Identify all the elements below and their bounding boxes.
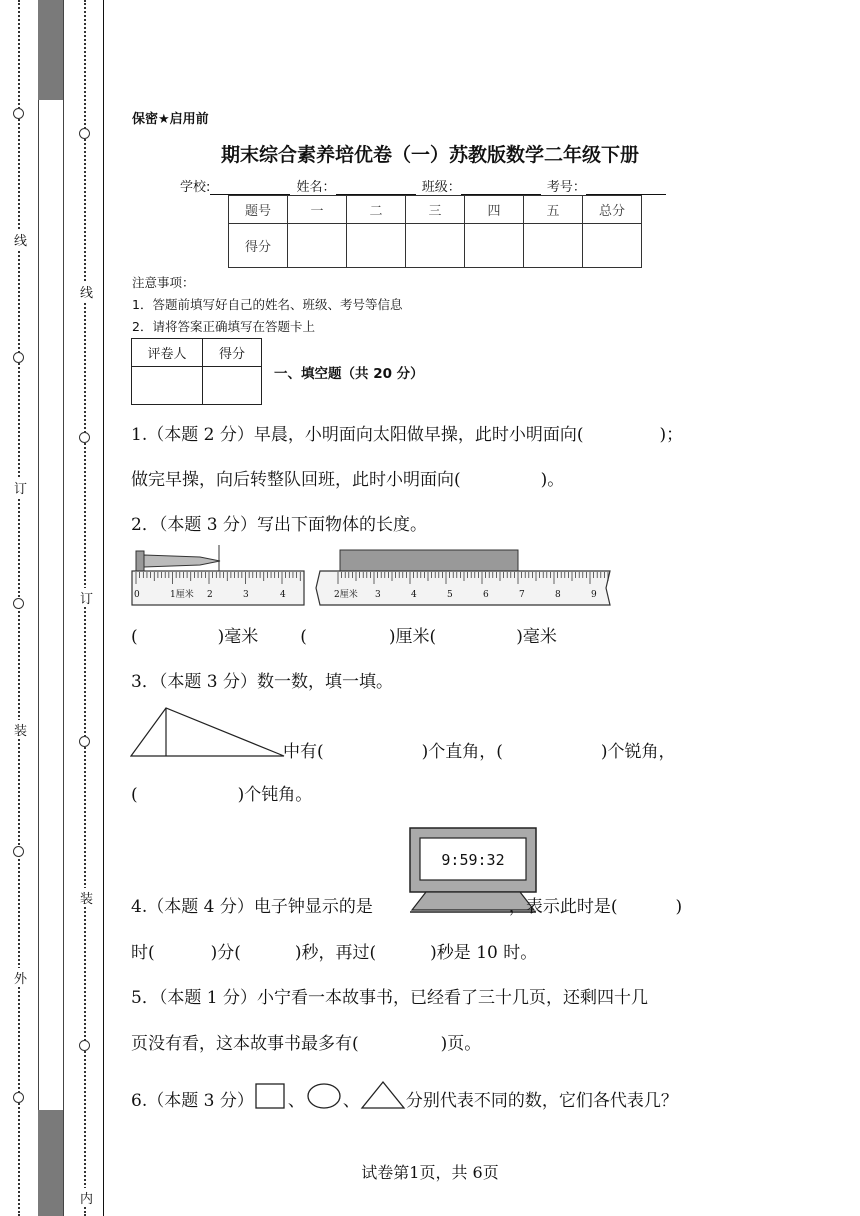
grader-cell[interactable] [132,367,203,405]
score-header: 二 [347,196,406,224]
inner-dotted-line [84,0,90,1216]
question-2-answers [131,622,557,647]
question-text: )页。 [440,1034,482,1054]
ruler2-label: 2厘米 [334,590,358,600]
question-text: 4.（本题 4 分）电子钟显示的是 [131,897,373,917]
instruction-item: 1．答题前填写好自己的姓名、班级、考号等信息 [132,297,403,312]
triangle-figure [130,706,286,758]
instructions-heading: 注意事项： [132,275,195,290]
block-object [340,550,518,572]
nail-icon [136,551,220,571]
question-text: )分( [210,943,241,963]
page-footer: 试卷第1页，共 6页 [361,1163,499,1182]
margin-border [103,0,104,1216]
name-label: 姓名： [296,180,336,195]
question-text: 分别代表不同的数，它们各代表几？ [405,1091,678,1111]
score-header: 四 [465,196,524,224]
class-field[interactable] [461,182,541,195]
margin-label-bind: 订 [14,478,27,497]
ruler2-label: 7 [519,590,525,600]
question-text: )个直角，( [421,742,503,762]
school-field[interactable] [210,182,290,195]
margin-label-outside: 外 [14,968,27,987]
question-text: )个锐角， [600,742,676,762]
exam-no-field[interactable] [586,182,666,195]
question-1-line2 [131,465,564,490]
question-text: 中有( [283,742,324,762]
binding-hole-icon [79,1040,90,1051]
ruler2-label: 4 [411,590,417,600]
score-cell[interactable] [347,224,406,268]
instruction-item: 2．请将答案正确填写在答题卡上 [132,319,315,334]
binding-hole-icon [13,108,24,119]
score-cell[interactable] [524,224,583,268]
question-text: ( [300,627,307,647]
score-header: 题号 [229,196,288,224]
question-2: 2．（本题 3 分）写出下面物体的长度。 [131,515,427,535]
clock-time: 9:59:32 [441,851,505,869]
margin-label-line: 线 [80,282,93,301]
binding-hole-icon [13,352,24,363]
question-text: )。 [540,470,565,490]
grey-band-top [38,0,63,100]
question-text: 6.（本题 3 分） [131,1091,254,1111]
ruler2-label: 8 [555,590,561,600]
grader-cell[interactable] [203,367,262,405]
score-cell[interactable] [288,224,347,268]
question-4-line2 [131,938,537,963]
binding-hole-icon [13,846,24,857]
ruler1-label: 0 [134,590,140,600]
section-title: 一、填空题（共 20 分） [274,366,424,382]
score-cell[interactable] [406,224,465,268]
ruler2-label: 9 [591,590,597,600]
question-text: 时( [131,943,155,963]
ruler2-label: 3 [375,590,381,600]
instructions [132,272,402,338]
ruler2-label: 6 [483,590,489,600]
margin-strip [38,0,64,1216]
binding-hole-icon [79,432,90,443]
question-text: )秒，再过( [294,943,377,963]
score-cell[interactable] [465,224,524,268]
margin-label-line: 线 [14,230,27,249]
score-cell[interactable] [583,224,642,268]
binding-hole-icon [79,128,90,139]
score-header: 一 [288,196,347,224]
question-text: 1.（本题 2 分）早晨，小明面向太阳做早操，此时小明面向( [131,425,584,445]
exam-no-label: 考号： [546,180,586,195]
score-header: 五 [524,196,583,224]
question-text: 做完早操，向后转整队回班，此时小明面向( [131,470,461,490]
grader-table [131,338,262,405]
margin-label-inside: 内 [80,1188,93,1207]
question-text: 、 [342,1091,360,1111]
margin-label-staple: 装 [80,888,93,907]
question-text: )厘米( [388,627,437,647]
block-ruler-figure [314,545,616,607]
question-text: )毫米 [217,627,259,647]
question-text: ( [131,785,138,805]
question-text: ) [675,897,683,917]
student-info-line [180,176,668,195]
margin-label-bind: 订 [80,588,93,607]
question-3-line2 [131,780,312,805]
class-label: 班级： [421,180,461,195]
nail-ruler-figure [130,545,310,607]
question-text: )个钝角。 [237,785,313,805]
question-4-line1 [131,892,682,917]
question-3: 3．（本题 3 分）数一数，填一填。 [131,672,393,692]
question-text: 页没有看，这本故事书最多有( [131,1034,359,1054]
question-text: ，表示此时是( [508,897,618,917]
score-row-label: 得分 [229,224,288,268]
binding-hole-icon [13,1092,24,1103]
score-header: 总分 [583,196,642,224]
binding-hole-icon [13,598,24,609]
ruler2-label: 5 [447,590,453,600]
ruler1-label: 2 [207,590,213,600]
margin-label-staple: 装 [14,720,27,739]
question-1-line1 [131,420,683,445]
page-title: 期末综合素养培优卷（一）苏教版数学二年级下册 [220,144,639,166]
question-text: )秒是 10 时。 [430,943,538,963]
question-text: 、 [287,1091,305,1111]
question-text: ( [131,627,138,647]
confidential-mark: 保密★启用前 [132,112,209,127]
question-text: )毫米 [516,627,557,647]
ruler1-label: 4 [280,590,286,600]
name-field[interactable] [336,182,416,195]
school-label: 学校: [180,180,211,195]
grader-header: 得分 [203,339,262,367]
question-5-line2 [131,1029,481,1054]
score-header: 三 [406,196,465,224]
question-text: )； [659,425,684,445]
circle-shape-icon [305,1082,343,1112]
question-6 [131,1080,678,1112]
triangle-shape-icon [360,1080,406,1112]
grader-header: 评卷人 [132,339,203,367]
binding-hole-icon [79,736,90,747]
question-3-line1 [283,737,676,762]
question-5-line1: 5．（本题 1 分）小宁看一本故事书，已经看了三十几页，还剩四十几 [131,988,648,1008]
score-table [228,195,642,268]
ruler1-label: 1厘米 [170,590,194,600]
square-shape-icon [254,1082,288,1112]
binding-margin [0,0,104,1216]
ruler1-label: 3 [243,590,249,600]
